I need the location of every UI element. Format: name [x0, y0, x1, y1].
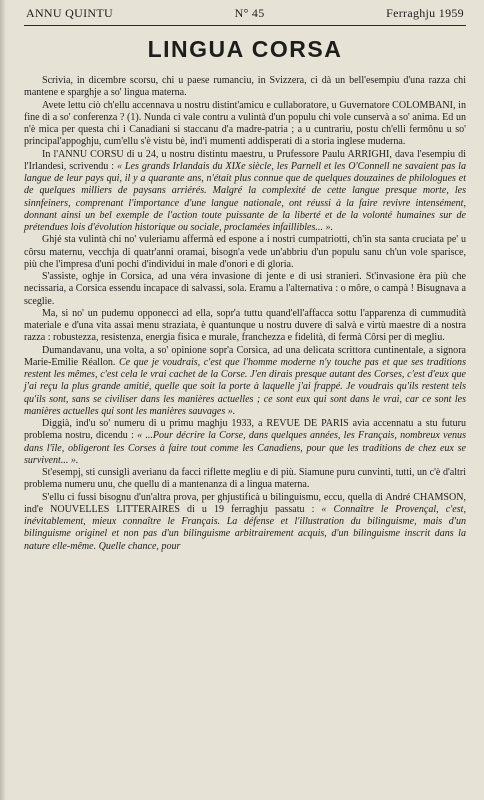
paragraph-text: St'esempj, sti cunsigli averìanu da facci riflette megliu e di più. Siamune puru cunvinti, tutti, un c'è d'altri problema numeru unu, che quellu di a mantenanza di a lingua materna. — [24, 467, 466, 491]
paragraph — [24, 100, 466, 149]
paragraph-text: Scrivìa, in dicembre scorsu, chi u paese rumanciu, in Svizzera, ci dà un bell'esempiu d'una razza chi mantene e sparghje a so' lingua materna. — [24, 75, 466, 99]
paragraph-text: Dumandavanu, una volta, a so' opinione sopr'a Corsica, ad una delicata scrittora cuntinentale, a signora Marie-Emilie Réallon. — [24, 344, 466, 368]
paragraph — [24, 308, 466, 345]
paragraph — [24, 418, 466, 467]
quoted-text: « Connaître le Provençal, c'est, inévitablement, mieux connaître le Français. La défense et l'illustration du bilinguisme, mais d'un bilinguisme originel et non pas d'un bilinguisme arbitrairement acquis, d'un bilinguisme inscrit dans la nature elle-même. Quelle chance, pour — [24, 503, 466, 552]
quoted-text: Ce que je voudrais, c'est que l'homme moderne n'y touche pas et que ses traditions restent les mêmes, c'est cela le vrai cachet de la Corse. J'en dirais presque autant des Corses, c'est d'eux que j'ai reçu la plus grande amitié, quelle que soit la porte à laquelle j'ai frappé. Je voudrais qu'ils restent tels qu'ils sont, sans se civiliser dans les manières actuelles ; ce sont eux qui sont dans le vrai, car ce sont les manières actuelles qui sont les manières sauvages ». — [24, 356, 466, 417]
quoted-text: « Les grands Irlandais du XIXe siècle, les Parnell et les O'Connell ne savaient pas la langue de leur pays qui, il y a quarante ans, n'était plus connue que de quelques douzaines de philologues et de quelques milliers de paysans arriérés. Malgré la complexité de cette langue presque morte, les sinnfeiners, comprenant l'importance d'une langue nationale, ont réussi à la faire revivre intensément, donnant ainsi un bel exemple de l'action toute puissante de la liberté et de la volonté humaines sur de prétendues lois d'évolution historique ou sociale, proclamées infaillibles... ». — [24, 160, 466, 233]
journal-name: ANNU QUINTU — [26, 6, 113, 20]
paragraph-text: S'ellu ci fussi bisognu d'un'altra prova, per ghjustificà u bilinguismu, eccu, quella di André CHAMSON, ind'e NOUVELLES LITTERAIRES di u 19 ferraghju passatu : — [24, 491, 466, 515]
header-rule — [24, 25, 466, 26]
paragraph — [24, 345, 466, 419]
paragraph-text: Ghjé sta vulintà chi no' vuleriamu affermà ed espone a i nostri cumpatriotti, ch'in sta santa cruciata pe' u côrsu maternu, vecchja di quatr'anni oramai, bisogn'a vede un'abbriu d'un populu sanu ch'un vole sparisce, più che l'impresa d'uni pochi d'individui in male d'onori e di gloria. — [24, 234, 466, 270]
paragraph — [24, 234, 466, 271]
paragraph-text: Avete lettu ciò ch'ellu accennava u nostru distint'amicu e cullaboratore, u Guvernatore COLOMBANI, in fine di a so' conferenza ? (1). Nunda ci vale contru a vulintà d'un populu chi vole cunservà a so' anima. Ed un n'è mica per questa chi i Canadiani si staccanu d'a madre-patria ; a u cuntrariu, postu ch'elli fermônu u so' principal'appoghju, cum'ellu s'è vistu bè, ind'i mumenti addisperati di a storia inglese muderna. — [24, 99, 466, 148]
paragraph — [24, 271, 466, 308]
issue-date: Ferraghju 1959 — [386, 6, 464, 20]
paragraph-text: Diggià, ind'u so' numeru di u primu maghju 1933, a REVUE DE PARIS avìa accennatu a stu futuru problema nostru, dicendu : — [24, 418, 466, 442]
paragraph — [24, 467, 466, 492]
issue-number: N° 45 — [234, 6, 265, 20]
article-title: LINGUA CORSA — [147, 36, 343, 62]
paragraph-text: In l'ANNU CORSU di u 24, u nostru distintu maestru, u Prufessore Paulu ARRIGHI, dava l'esempiu di l'Irlandesi, scrivendu : — [24, 148, 466, 172]
quoted-text: « ...Pour décrire la Corse, dans quelques années, les Français, nombreux venus dans l'île, obligeront les Corses à faire tout comme les Canadiens, pour que les traditions de chez eux se survivent... ». — [24, 430, 466, 466]
paragraph-text: Ma, si no' un pudemu opponecci ad ella, sopr'a tuttu quand'ell'affacca sottu l'apparenza di cummudità materiale e d'una vita assai menu straziata, è quantunque u nostru duvere di salvà e virtù maestre di a nostra razza : robustezza, resistenza, energia fisica e murale, franchezza e fidelità, di fermà Côrsi per di megliu. — [24, 307, 466, 344]
running-header — [24, 6, 466, 21]
article-body — [24, 75, 466, 553]
paragraph — [24, 75, 466, 100]
paragraph-text: S'assiste, oghje in Corsica, ad una véra invasione di jente e di usi stranieri. St'invasione èra più che necissaria, a Corsica essendu incapace di salvassi, sola. Eramu a l'alternativa : o môre, o campà ! Bisugnava a sceglie. — [24, 271, 466, 307]
binding-shadow — [0, 0, 6, 800]
paragraph — [24, 492, 466, 553]
paragraph — [24, 149, 466, 235]
